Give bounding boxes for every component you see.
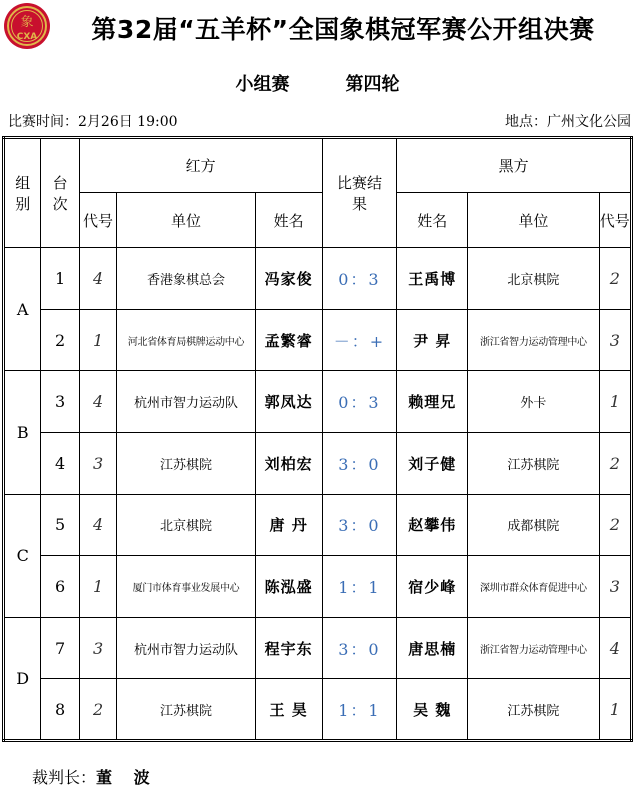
black-code: 1 (599, 371, 631, 433)
col-header-black: 黑方 (397, 138, 632, 193)
black-unit: 浙江省智力运动管理中心 (468, 617, 599, 679)
group-label: C (4, 494, 41, 617)
red-name: 程宇东 (255, 617, 322, 679)
red-name: 唐 丹 (255, 494, 322, 556)
black-unit: 江苏棋院 (468, 679, 599, 741)
table-row (4, 309, 632, 371)
group-label: A (4, 248, 41, 371)
black-code: 2 (599, 248, 631, 310)
group-label: D (4, 617, 41, 740)
col-header-result: 比赛结果 (322, 138, 397, 248)
col-header-red: 红方 (79, 138, 322, 193)
red-code: 4 (79, 371, 116, 433)
match-result: 3：0 (322, 432, 397, 494)
col-header-table: 台次 (41, 138, 79, 248)
red-name: 郭凤达 (255, 371, 322, 433)
cxa-logo-icon (3, 2, 51, 50)
black-name: 宿少峰 (397, 556, 468, 618)
match-result: 3：0 (322, 494, 397, 556)
red-unit: 杭州市智力运动队 (117, 371, 256, 433)
black-unit: 江苏棋院 (468, 432, 599, 494)
table-row (4, 432, 632, 494)
black-name: 刘子健 (397, 432, 468, 494)
col-header-black-code: 代号 (599, 193, 631, 248)
black-code: 2 (599, 432, 631, 494)
red-code: 4 (79, 248, 116, 310)
red-unit: 北京棋院 (117, 494, 256, 556)
black-code: 3 (599, 309, 631, 371)
match-result: 0：3 (322, 248, 397, 310)
red-name: 刘柏宏 (255, 432, 322, 494)
red-unit: 河北省体育局棋牌运动中心 (117, 309, 256, 371)
table-number: 8 (41, 679, 79, 741)
red-unit: 杭州市智力运动队 (117, 617, 256, 679)
col-header-red-code: 代号 (79, 193, 116, 248)
red-unit: 江苏棋院 (117, 679, 256, 741)
red-name: 冯家俊 (255, 248, 322, 310)
page-title: 第32届“五羊杯”全国象棋冠军赛公开组决赛 (91, 15, 595, 44)
referee-line (32, 765, 158, 788)
stage-label: 小组赛 (235, 74, 290, 95)
match-result: 0：3 (322, 371, 397, 433)
table-number: 2 (41, 309, 79, 371)
col-header-red-name: 姓名 (255, 193, 322, 248)
red-name: 孟繁睿 (255, 309, 322, 371)
col-header-group: 组别 (4, 138, 41, 248)
table-number: 3 (41, 371, 79, 433)
pairings-table (2, 136, 633, 742)
red-unit: 厦门市体育事业发展中心 (117, 556, 256, 618)
black-name: 赖理兄 (397, 371, 468, 433)
black-code: 2 (599, 494, 631, 556)
black-name: 唐思楠 (397, 617, 468, 679)
match-venue: 地点：广州文化公园 (505, 114, 631, 130)
match-result: －：+ (322, 309, 397, 371)
table-row (4, 371, 632, 433)
match-time: 比赛时间：2月26日 19:00 (8, 114, 178, 130)
table-number: 7 (41, 617, 79, 679)
black-unit: 外卡 (468, 371, 599, 433)
red-code: 1 (79, 556, 116, 618)
page-subtitle (0, 70, 635, 96)
table-number: 6 (41, 556, 79, 618)
svg-text:象: 象 (20, 15, 34, 30)
red-code: 1 (79, 309, 116, 371)
black-name: 王禹博 (397, 248, 468, 310)
col-header-black-unit: 单位 (468, 193, 599, 248)
red-name: 王 昊 (255, 679, 322, 741)
svg-text:CXA: CXA (16, 32, 38, 42)
red-code: 4 (79, 494, 116, 556)
black-unit: 深圳市群众体育促进中心 (468, 556, 599, 618)
match-result: 3：0 (322, 617, 397, 679)
referee-label: 裁判长： (32, 768, 97, 787)
table-row (4, 556, 632, 618)
table-row (4, 617, 632, 679)
round-label: 第四轮 (345, 74, 400, 95)
black-unit: 成都棋院 (468, 494, 599, 556)
red-code: 3 (79, 432, 116, 494)
black-code: 4 (599, 617, 631, 679)
table-number: 1 (41, 248, 79, 310)
table-number: 4 (41, 432, 79, 494)
red-code: 2 (79, 679, 116, 741)
red-unit: 江苏棋院 (117, 432, 256, 494)
black-name: 尹 昇 (397, 309, 468, 371)
match-result: 1：1 (322, 556, 397, 618)
match-result: 1：1 (322, 679, 397, 741)
table-row (4, 679, 632, 741)
black-code: 1 (599, 679, 631, 741)
black-name: 赵攀伟 (397, 494, 468, 556)
table-number: 5 (41, 494, 79, 556)
group-label: B (4, 371, 41, 494)
black-unit: 浙江省智力运动管理中心 (468, 309, 599, 371)
red-unit: 香港象棋总会 (117, 248, 256, 310)
referee-name: 董 波 (96, 768, 158, 787)
col-header-black-name: 姓名 (397, 193, 468, 248)
col-header-red-unit: 单位 (117, 193, 256, 248)
table-row (4, 494, 632, 556)
black-code: 3 (599, 556, 631, 618)
red-code: 3 (79, 617, 116, 679)
table-row (4, 248, 632, 310)
black-name: 吴 魏 (397, 679, 468, 741)
red-name: 陈泓盛 (255, 556, 322, 618)
black-unit: 北京棋院 (468, 248, 599, 310)
